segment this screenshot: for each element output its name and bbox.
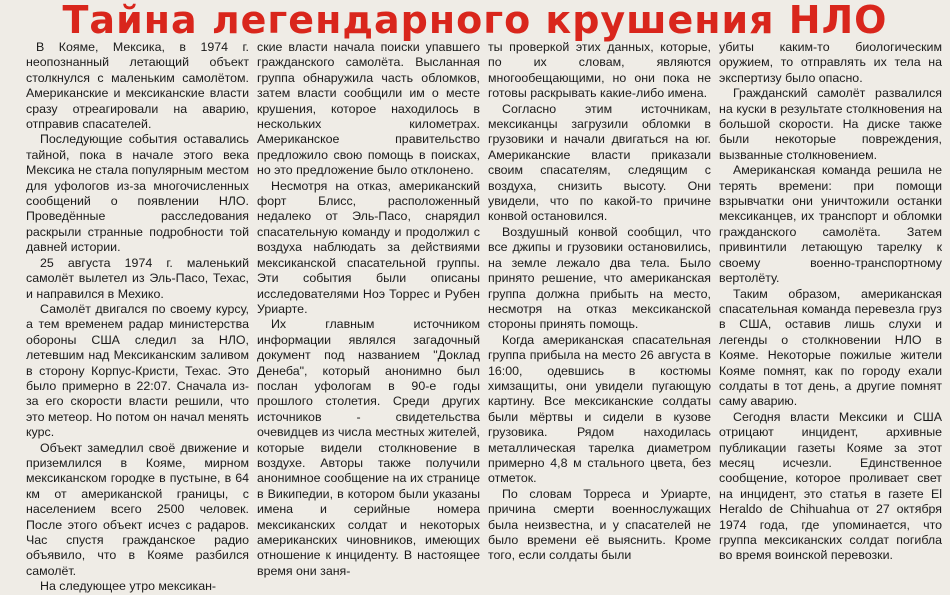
paragraph: Объект замедлил своё движение и приземлился в Кояме, мирном мексиканском городке в пустыне, в 64 км от американской границы, с населением всего 2500 человек. После этого объект исчез с радаров. Час спустя гражданское радио объявило, что в Кояме разбился самолёт.: [26, 440, 249, 578]
article-column-4: [719, 40, 942, 563]
paragraph: Воздушный конвой сообщил, что все джипы и грузовики остановились, на земле лежало два тела. Было принято решение, что американская группа должна прибыть на место, несмотря на отказ мексиканской стороны принять помощь.: [488, 224, 711, 332]
article-column-2: [257, 40, 480, 578]
paragraph: Когда американская спасательная группа прибыла на место 26 августа в 16:00, одевшись в костюмы химзащиты, они увидели пугающую картину. Все мексиканские солдаты были мёртвы и сидели в кузове грузовика. Рядом находилась металлическая тарелка диаметром примерно 4,8 м стального цвета, без отметок.: [488, 332, 711, 486]
paragraph: На следующее утро мексикан-: [40, 579, 217, 594]
paragraph: По словам Торреса и Уриарте, причина смерти военнослужащих была неизвестна, и у спасателей не было времени её выяснить. Кроме того, если солдаты были: [488, 486, 711, 563]
paragraph: Гражданский самолёт развалился на куски в результате столкновения на большой скорости. На диске также были некоторые повреждения, вызванные столкновением.: [719, 86, 942, 162]
paragraph: Несмотря на отказ, американский форт Блисс, расположенный недалеко от Эль-Пасо, снарядил спасательную команду и продолжил с воздуха наблюдать за действиями мексиканской спасательной группы. Эти события были описаны исследователями Ноэ Торрес и Рубен Уриарте.: [257, 178, 480, 316]
paragraph: убиты каким-то биологическим оружием, то отправлять их тела на экспертизу было опасно.: [719, 40, 942, 85]
paragraph: Таким образом, американская спасательная команда перевезла груз в США, оставив лишь слухи и легенды о столкновении НЛО в Кояме. Некоторые пожилые жители Кояме помнят, как по городу ехали солдаты в тот день, а другие помнят саму аварию.: [719, 286, 942, 409]
paragraph: Самолёт двигался по своему курсу, а тем временем радар министерства обороны США следил за НЛО, летевшим над Мексиканским заливом в сторону Корпус-Кристи, Техас. Это было примерно в 22:07. Сначала из-за его скорости власти решили, что это метеор. Но потом он начал менять курс.: [26, 301, 249, 440]
article-column-3: [488, 40, 711, 563]
article-body: [26, 40, 942, 594]
paragraph: Их главным источником информации являлся загадочный документ под названием "Доклад Денеба", который анонимно был послан уфологам в 90-е годы прошлого столетия. Среди других источников - свидетельства очевидцев из числа местных жителей, которые видели столкновение в воздухе. Авторы также получили анонимное сообщение на их странице в Википедии, в котором были указаны имена и серийные номера мексиканских солдат и некоторых американских чиновников, имеющих отношение к инциденту. В настоящее время они заня-: [257, 317, 480, 578]
paragraph: Американская команда решила не терять времени: при помощи взрывчатки они уничтожили останки мексиканцев, их транспорт и обломки гражданского самолёта. Затем привинтили летающую тарелку к своему военно-транспортному вертолёту.: [719, 163, 942, 286]
article-headline: Тайна легендарного крушения НЛО: [62, 0, 888, 42]
paragraph: ты проверкой этих данных, которые, по их словам, являются многообещающими, но они пока не готовы раскрывать какие-либо имена.: [488, 40, 711, 101]
paragraph: 25 августа 1974 г. маленький самолёт вылетел из Эль-Пасо, Техас, и направился в Мехико.: [26, 255, 249, 301]
paragraph: В Кояме, Мексика, в 1974 г. неопознанный летающий объект столкнулся с маленьким самолётом. Американские и мексиканские власти сразу отреагировали на аварию, отправив спасателей.: [26, 40, 249, 132]
paragraph: Последующие события оставались тайной, пока в начале этого века Мексика не стала популярным местом для уфологов из-за многочисленных сообщений о появлении НЛО. Проведённые расследования раскрыли странные подробности той давней истории.: [26, 132, 249, 255]
paragraph: Сегодня власти Мексики и США отрицают инцидент, архивные публикации газеты Кояме за этот месяц исчезли. Единственное сообщение, которое проливает свет на инцидент, это статья в газете El Heraldo de Chihuahua от 27 октября 1974 года, где упоминается, что группа мексиканских солдат погибла во время воинской перевозки.: [719, 409, 942, 563]
paragraph: ские власти начала поиски упавшего гражданского самолёта. Высланная группа обнаружила часть обломков, затем власти сообщили им о месте крушения, которое находилось в нескольких километрах. Американское правительство предложило свою помощь в поисках, но это предложение было отклонено.: [257, 40, 480, 178]
paragraph: Согласно этим источникам, мексиканцы загрузили обломки в грузовики и начали двигаться на юг. Американские власти приказали своим спасателям, следящим с воздуха, снизить высоту. Они увидели, что по какой-то причине конвой остановился.: [488, 101, 711, 224]
article-column-1: [26, 40, 249, 594]
